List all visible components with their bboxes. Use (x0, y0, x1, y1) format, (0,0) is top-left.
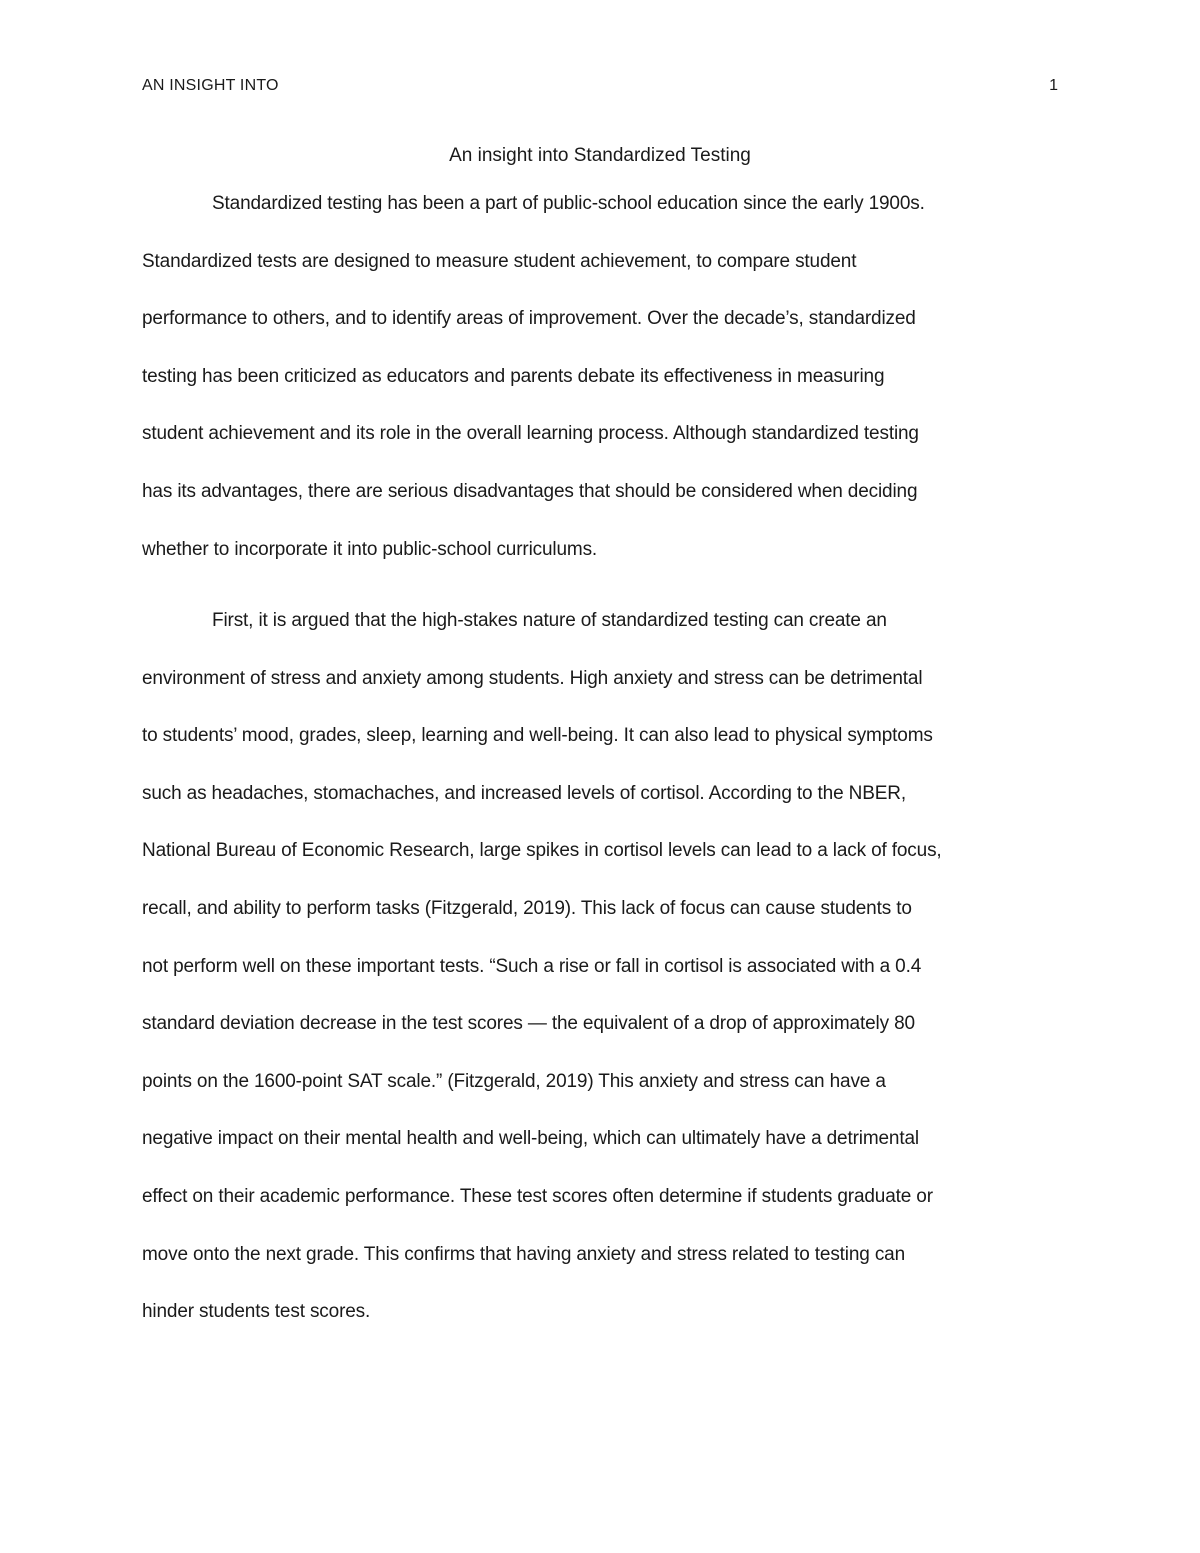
paragraph-line: student achievement and its role in the overall learning process. Although standardized testing (142, 423, 919, 445)
paragraph-line: Standardized testing has been a part of public-school education since the early 1900s. (212, 193, 925, 214)
paragraph-line: whether to incorporate it into public-school curriculums. (142, 538, 598, 560)
paragraph-line: recall, and ability to perform tasks (Fitzgerald, 2019). This lack of focus can cause students to (142, 897, 912, 919)
paragraph-line: testing has been criticized as educators and parents debate its effectiveness in measuring (142, 365, 885, 387)
paragraph-line: to students’ mood, grades, sleep, learning and well-being. It can also lead to physical symptoms (142, 725, 933, 747)
paragraph-line: hinder students test scores. (142, 1301, 371, 1323)
paragraph-line: negative impact on their mental health and well-being, which can ultimately have a detrimental (142, 1128, 919, 1150)
page-number: 1 (1049, 77, 1058, 94)
paragraph-line: such as headaches, stomachaches, and increased levels of cortisol. According to the NBER, (142, 782, 906, 804)
paragraph-line: not perform well on these important tests. “Such a rise or fall in cortisol is associated with a 0.4 (142, 955, 922, 977)
paragraph-line: Standardized tests are designed to measure student achievement, to compare student (142, 250, 857, 272)
paragraph-line: standard deviation decrease in the test scores — the equivalent of a drop of approximately 80 (142, 1013, 915, 1035)
paragraph-line: effect on their academic performance. These test scores often determine if students graduate or (142, 1185, 933, 1207)
paragraph-line: points on the 1600-point SAT scale.” (Fitzgerald, 2019) This anxiety and stress can have a (142, 1070, 886, 1092)
paragraph-line: First, it is argued that the high-stakes nature of standardized testing can create an (212, 610, 887, 631)
paragraph-2 (142, 607, 1066, 1356)
paragraph-line: move onto the next grade. This confirms that having anxiety and stress related to testing can (142, 1243, 906, 1265)
paragraph-1 (142, 190, 1066, 593)
paragraph-line: has its advantages, there are serious disadvantages that should be considered when deciding (142, 480, 918, 502)
paragraph-line: performance to others, and to identify areas of improvement. Over the decade’s, standardized (142, 308, 916, 330)
paragraph-line: environment of stress and anxiety among students. High anxiety and stress can be detrimental (142, 667, 923, 689)
paragraph-line: National Bureau of Economic Research, large spikes in cortisol levels can lead to a lack of focus, (142, 840, 942, 862)
document-title: An insight into Standardized Testing (449, 145, 751, 166)
running-head: AN INSIGHT INTO (142, 77, 279, 94)
